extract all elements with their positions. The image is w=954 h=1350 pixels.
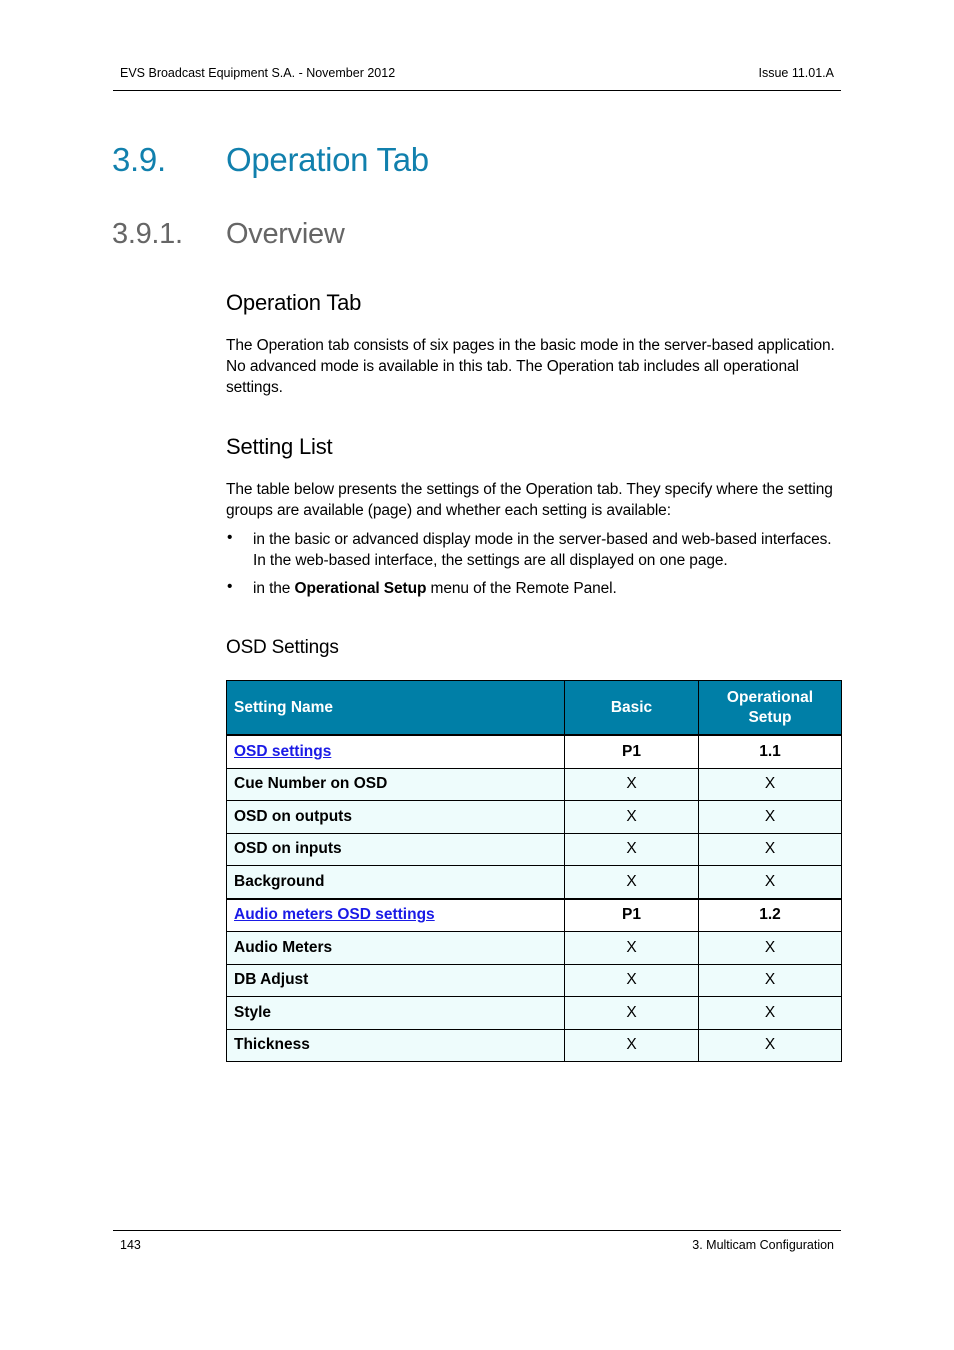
setting-group-link[interactable]: OSD settings [234,742,332,760]
setting-name-cell [227,801,565,834]
setting-name: OSD on inputs [234,840,342,858]
basic-cell: X [565,768,699,801]
setting-group-link[interactable]: Audio meters OSD settings [234,906,435,924]
operational-setup-cell: X [699,768,842,801]
subsection-title: Overview [226,218,345,250]
setting-name: Thickness [234,1036,310,1054]
section-title: Operation Tab [226,141,429,178]
bullet-marker: • [227,578,233,595]
table-row [227,866,842,899]
text-line: The Operation tab consists of six pages in the basic mode in the server-based application. [226,337,835,354]
column-header-setting-name: Setting Name [227,681,565,736]
column-header-basic: Basic [565,681,699,736]
text-line: in the basic or advanced display mode in the server-based and web-based interfaces. [253,531,832,548]
header-rule [113,90,841,91]
operation-tab-heading: Operation Tab [226,290,362,315]
basic-cell: X [565,1029,699,1062]
text-line: No advanced mode is available in this tab. The Operation tab includes all operational [226,358,799,375]
setting-name: Cue Number on OSD [234,775,388,793]
footer-rule [113,1230,841,1231]
table-row [227,932,842,965]
table-row [227,1029,842,1062]
setting-name: OSD on outputs [234,807,352,825]
table-group-row [227,735,842,768]
basic-cell: X [565,801,699,834]
text-line: settings. [226,379,283,396]
table-group-row [227,899,842,932]
text-line: groups are available (page) and whether each setting is available: [226,502,671,519]
operational-setup-cell: 1.1 [699,735,842,768]
bold-term: Operational Setup [294,580,427,597]
header-left: EVS Broadcast Equipment S.A. - November 2012 [120,66,396,80]
setting-name-cell [227,735,565,768]
table-row [227,833,842,866]
osd-settings-heading: OSD Settings [226,637,339,658]
table-body [227,735,842,1062]
setting-name: DB Adjust [234,971,309,989]
setting-name-cell [227,997,565,1030]
osd-settings-table [226,680,842,1062]
operational-setup-cell: X [699,932,842,965]
column-header-operational-setup: Operational Setup [699,681,842,736]
table-row [227,801,842,834]
basic-cell: X [565,932,699,965]
basic-cell: X [565,866,699,899]
setting-name-cell [227,899,565,932]
setting-name-cell [227,833,565,866]
text-run: menu of the Remote Panel. [426,580,617,597]
operational-setup-cell: X [699,866,842,899]
table-row [227,997,842,1030]
section-number: 3.9. [112,141,166,178]
bullet-item [253,578,853,599]
setting-name-cell [227,866,565,899]
operation-tab-paragraph [226,335,846,398]
operational-setup-cell: X [699,801,842,834]
header-right: Issue 11.01.A [758,66,834,80]
bullet-marker: • [227,529,233,546]
basic-cell: X [565,964,699,997]
basic-cell: P1 [565,735,699,768]
setting-name: Style [234,1003,272,1021]
basic-cell: X [565,833,699,866]
bullet-item [253,529,853,571]
page-number: 143 [120,1238,141,1252]
table-header-row [227,681,842,736]
operational-setup-cell: X [699,964,842,997]
setting-list-heading: Setting List [226,434,333,459]
setting-list-paragraph [226,479,846,521]
footer-chapter: 3. Multicam Configuration [692,1238,834,1252]
basic-cell: P1 [565,899,699,932]
setting-name-cell [227,768,565,801]
table-row [227,964,842,997]
basic-cell: X [565,997,699,1030]
subsection-number: 3.9.1. [112,218,183,250]
setting-name: Background [234,872,325,890]
setting-name-cell [227,964,565,997]
operational-setup-cell: X [699,1029,842,1062]
text-line: The table below presents the settings of the Operation tab. They specify where the setting [226,481,833,498]
setting-name: Audio Meters [234,938,333,956]
operational-setup-cell: 1.2 [699,899,842,932]
setting-name-cell [227,1029,565,1062]
operational-setup-cell: X [699,997,842,1030]
text-run: in the [253,580,295,597]
table-row [227,768,842,801]
setting-name-cell [227,932,565,965]
text-line: In the web-based interface, the settings are all displayed on one page. [253,552,728,569]
operational-setup-cell: X [699,833,842,866]
